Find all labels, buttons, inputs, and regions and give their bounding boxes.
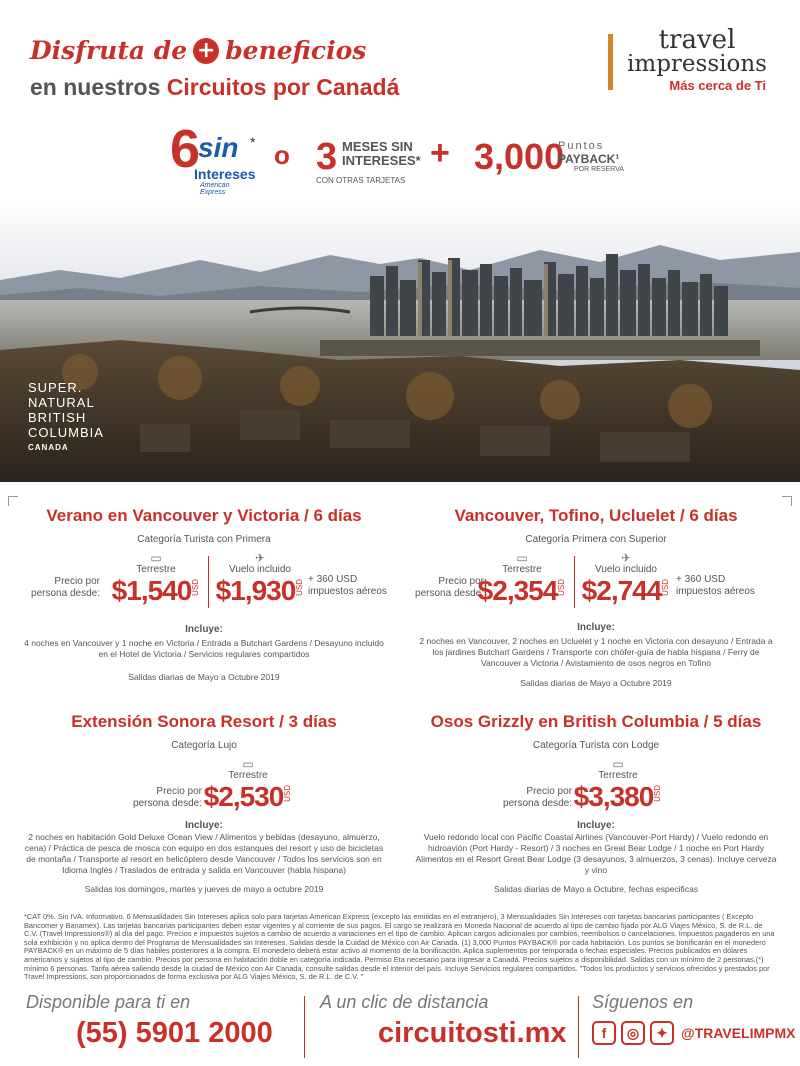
facebook-icon[interactable]: f	[592, 1021, 616, 1045]
currency-label: USD	[653, 785, 663, 802]
footer	[0, 988, 800, 1066]
price-row	[8, 758, 400, 818]
headline-text-c: en nuestros	[30, 74, 161, 100]
departures-text: Salidas diarias de Mayo a Octubre 2019	[520, 678, 672, 688]
footer-separator	[304, 996, 305, 1058]
travel-impressions-logo[interactable]	[622, 25, 772, 93]
amex-intereses: Intereses	[194, 166, 256, 182]
headline-line2	[30, 74, 399, 101]
vuelo-price: $2,744	[581, 575, 662, 606]
card-corner	[782, 496, 792, 506]
months-number: 3	[316, 136, 338, 178]
bus-icon: ▭	[242, 757, 254, 771]
months-sub: CON OTRAS TARJETAS	[316, 176, 406, 185]
currency-label: USD	[661, 579, 671, 596]
terrestre-label: Terrestre	[502, 564, 542, 575]
plane-icon: ✈	[620, 551, 632, 565]
footer-social	[592, 992, 796, 1045]
price-terrestre	[568, 758, 668, 813]
price-label: Precio por persona desde:	[133, 786, 202, 809]
price-label: Precio por persona desde:	[31, 576, 100, 599]
social-links	[592, 1021, 796, 1045]
price-row	[400, 758, 792, 818]
headline-text-d: Circuitos por Canadá	[166, 74, 400, 100]
amex-number: 6	[170, 119, 201, 179]
headline-text-b: beneficios	[225, 36, 367, 65]
includes-text: 2 noches en habitación Gold Deluxe Ocean View / Alimentos y bebidas (desayuno, almuerzo, cena) / Práctica de pesca de mosca con equipo en dos estanques del resort y uso de bicicletas de montaña / Transporte al resort en helicóptero desde Vancouver / Todos los servicios son en Idioma Inglés / Traslados de entrada y salida en Vancouver (habla hispana)	[24, 832, 384, 875]
price-divider	[574, 556, 575, 608]
vuelo-price: $1,930	[215, 575, 296, 606]
terrestre-price: $1,540	[111, 575, 192, 606]
legal-fine-print: *CAT 0%. Sin IVA. Informativo. 6 Mensualidades Sin Intereses aplica solo para tarjetas American Express (excepto las emitidas en el extranjero), 3 Mensualidades Sin Intereses con tarjetas bancarias participantes ( Excepto Bancomer y Banamex). Las tarjetas bancarias participantes deben estar vigentes y al corriente de sus pagos. El cargo se realizará en Moneda Nacional de acuerdo al tipo de cambio fijado por ALG Viajes México, S. de R.L. de C.V. (Travel Impressions®) al día del pago. Precios e impuestos sujetos a cambio de acuerdo a variaciones en el tipo de cambio. Aplican cargos adicionales por cambios, reembolsos o cancelaciones. Impuestos pagaderos en una sola exhibición y no aplica dentro del Programa de Mensualidades sin Intereses. Salidas desde la Cuidad de México con Air Canada. (1) 3,000 Puntos PAYBACK® por cada habitación. Los puntos se bonificarán en el monedero PAYBACK® en un máximo de 5 días hábiles posteriores a la compra. El monedero deberá estar activo al momento de la bonificación. Aplica suplementos por temporada o fechas especiales. Precios publicados en dólares americanos y sujetos al tipo de cambio. Precios por persona en habitación doble en categoría indicada. Permiso Eta necesario para ingresar a Canadá. Precios sujetos a disponibilidad. Salidas con un mínimo de 2 personas.(*) mínimo 6 personas. Tarifa aérea saliendo desde la ciudad de México con Air Canada, consulte salidas desde el interior del país. Incluye Servicios regulares compartidos. "Todos los productos y servicios ofrecidos y prestados por Travel Impressions, son proporcionados de forma exclusiva por ALG Viajes México, S. de R.L. de C.V. "	[24, 912, 775, 982]
super-natural-bc-logo	[28, 380, 108, 455]
price-terrestre	[106, 552, 206, 607]
vuelo-label: Vuelo incluido	[229, 564, 291, 575]
terrestre-label: Terrestre	[598, 770, 638, 781]
bc-logo-line1: SUPER.	[28, 380, 83, 395]
amex-promo-logo	[170, 119, 256, 196]
footer-separator	[578, 996, 579, 1058]
includes-title: Incluye:	[577, 820, 615, 831]
departures-text: Salidas diarias de Mayo a Octubre 2019	[128, 672, 280, 682]
price-row	[400, 552, 792, 612]
price-vuelo	[578, 552, 674, 607]
web-label: A un clic de distancia	[320, 992, 489, 1012]
promo-strip	[170, 118, 630, 198]
card-corner	[8, 496, 18, 506]
bus-icon: ▭	[150, 551, 162, 565]
months-text: MESES SIN INTERESES*	[342, 139, 421, 168]
price-extra: + 360 USD impuestos aéreos	[308, 574, 387, 597]
departures-text: Salidas los domingos, martes y jueves de mayo a octubre 2019	[84, 884, 324, 894]
price-terrestre	[472, 552, 572, 607]
tour-category: Categoría Lujo	[171, 740, 237, 751]
plane-icon: ✈	[254, 551, 266, 565]
tour-title: Osos Grizzly en British Columbia / 5 días	[430, 712, 762, 731]
currency-label: USD	[557, 579, 567, 596]
tour-category: Categoría Turista con Lodge	[532, 740, 660, 751]
includes-title: Incluye:	[185, 820, 223, 831]
vancouver-skyline-photo	[0, 200, 800, 482]
vuelo-label: Vuelo incluido	[595, 564, 657, 575]
points-sub: POR RESERVA	[574, 166, 624, 173]
includes-title: Incluye:	[577, 622, 615, 633]
terrestre-price: $3,380	[573, 781, 654, 812]
points-number: 3,000	[474, 136, 565, 177]
includes-text: Vuelo redondo local con Pacific Coastal Airlines (Vancouver-Port Hardy) / Vuelo redondo en hidroavión (Port Hardy - Resort) / 3 noches en Great Bear Lodge / 1 noche en Port Hardy Alimentos en el Resort Great Bear Lodge (3 desayunos, 3 almuerzos, 3 cenas). Incluye cerveza y vino	[415, 832, 777, 875]
price-row	[8, 552, 400, 612]
phone-label: Disponible para ti en	[26, 992, 191, 1012]
tour-card-osos-grizzly[interactable]	[400, 702, 792, 902]
currency-label: USD	[295, 579, 305, 596]
price-terrestre	[198, 758, 298, 813]
tour-card-sonora-resort[interactable]	[8, 702, 400, 902]
promo-or: o	[274, 140, 290, 170]
amex-brand: American Express	[200, 182, 230, 196]
header	[0, 0, 800, 200]
tour-title: Extensión Sonora Resort / 3 días	[71, 712, 337, 731]
currency-label: USD	[283, 785, 293, 802]
price-extra: + 360 USD impuestos aéreos	[676, 574, 755, 597]
terrestre-price: $2,354	[477, 575, 558, 606]
terrestre-price: $2,530	[203, 781, 284, 812]
terrestre-label: Terrestre	[228, 770, 268, 781]
price-label: Precio por persona desde:	[503, 786, 572, 809]
bus-icon: ▭	[612, 757, 624, 771]
social-handle[interactable]: @TRAVELIMPMX	[681, 1025, 796, 1041]
price-vuelo	[212, 552, 308, 607]
social-label: Síguenos en	[592, 992, 694, 1012]
logo-line1: travel	[658, 25, 736, 55]
footer-web	[320, 992, 567, 1050]
bc-logo-line5: CANADA	[28, 443, 69, 452]
price-label: Precio por persona desde:	[415, 576, 484, 599]
footer-phone	[26, 992, 273, 1050]
departures-text: Salidas diarias de Mayo a Octubre, fechas especificas	[493, 884, 699, 894]
bc-logo-line4: COLUMBIA	[28, 425, 104, 440]
includes-text: 2 noches en Vancouver, 2 noches en Ucluelet y 1 noche en Victoria con desayuno / Entrada a los jardines Butchart Gardens / Transporte con chófer-guía de habla hispana / Ferry de Vancouver a Victoria / Avistamiento de osos negros en Tofino	[419, 636, 773, 668]
twitter-icon[interactable]: ✦	[650, 1021, 674, 1045]
amex-sin: sin	[198, 132, 239, 163]
tour-title: Verano en Vancouver y Victoria / 6 días	[46, 506, 362, 525]
includes-title: Incluye:	[185, 624, 223, 635]
price-divider	[208, 556, 209, 608]
tour-card-vancouver-tofino[interactable]	[400, 496, 792, 696]
currency-label: USD	[191, 579, 201, 596]
tour-card-vancouver-victoria[interactable]	[8, 496, 400, 696]
logo-tagline: Más cerca de Ti	[669, 78, 766, 93]
skyline-illustration	[0, 200, 800, 482]
plus-circle-icon: +	[193, 38, 219, 64]
bc-logo-line2: NATURAL	[28, 395, 95, 410]
amex-star: *	[250, 134, 256, 150]
promo-plus: +	[430, 134, 450, 172]
terrestre-label: Terrestre	[136, 564, 176, 575]
phone-number[interactable]: (55) 5901 2000	[76, 1017, 273, 1049]
website-link[interactable]: circuitosti.mx	[378, 1017, 567, 1049]
bus-icon: ▭	[516, 551, 528, 565]
points-word: Puntos	[558, 140, 605, 152]
includes-text: 4 noches en Vancouver y 1 noche en Victoria / Entrada a Butchart Gardens / Desayuno incluido en el Hotel de Victoria / Servicios regulares compartidos	[24, 638, 384, 659]
tour-category: Categoría Primera con Superior	[525, 534, 667, 545]
instagram-icon[interactable]: ◎	[621, 1021, 645, 1045]
logo-line2: impressions	[627, 51, 767, 77]
headline-line1	[30, 36, 366, 65]
tour-category: Categoría Turista con Primera	[137, 534, 271, 545]
headline-text-a: Disfruta de	[30, 36, 188, 65]
logo-bar	[608, 34, 613, 90]
points-brand: PAYBACK¹	[558, 152, 620, 166]
tour-title: Vancouver, Tofino, Ucluelet / 6 días	[454, 506, 738, 525]
bc-logo-line3: BRITISH	[28, 410, 87, 425]
